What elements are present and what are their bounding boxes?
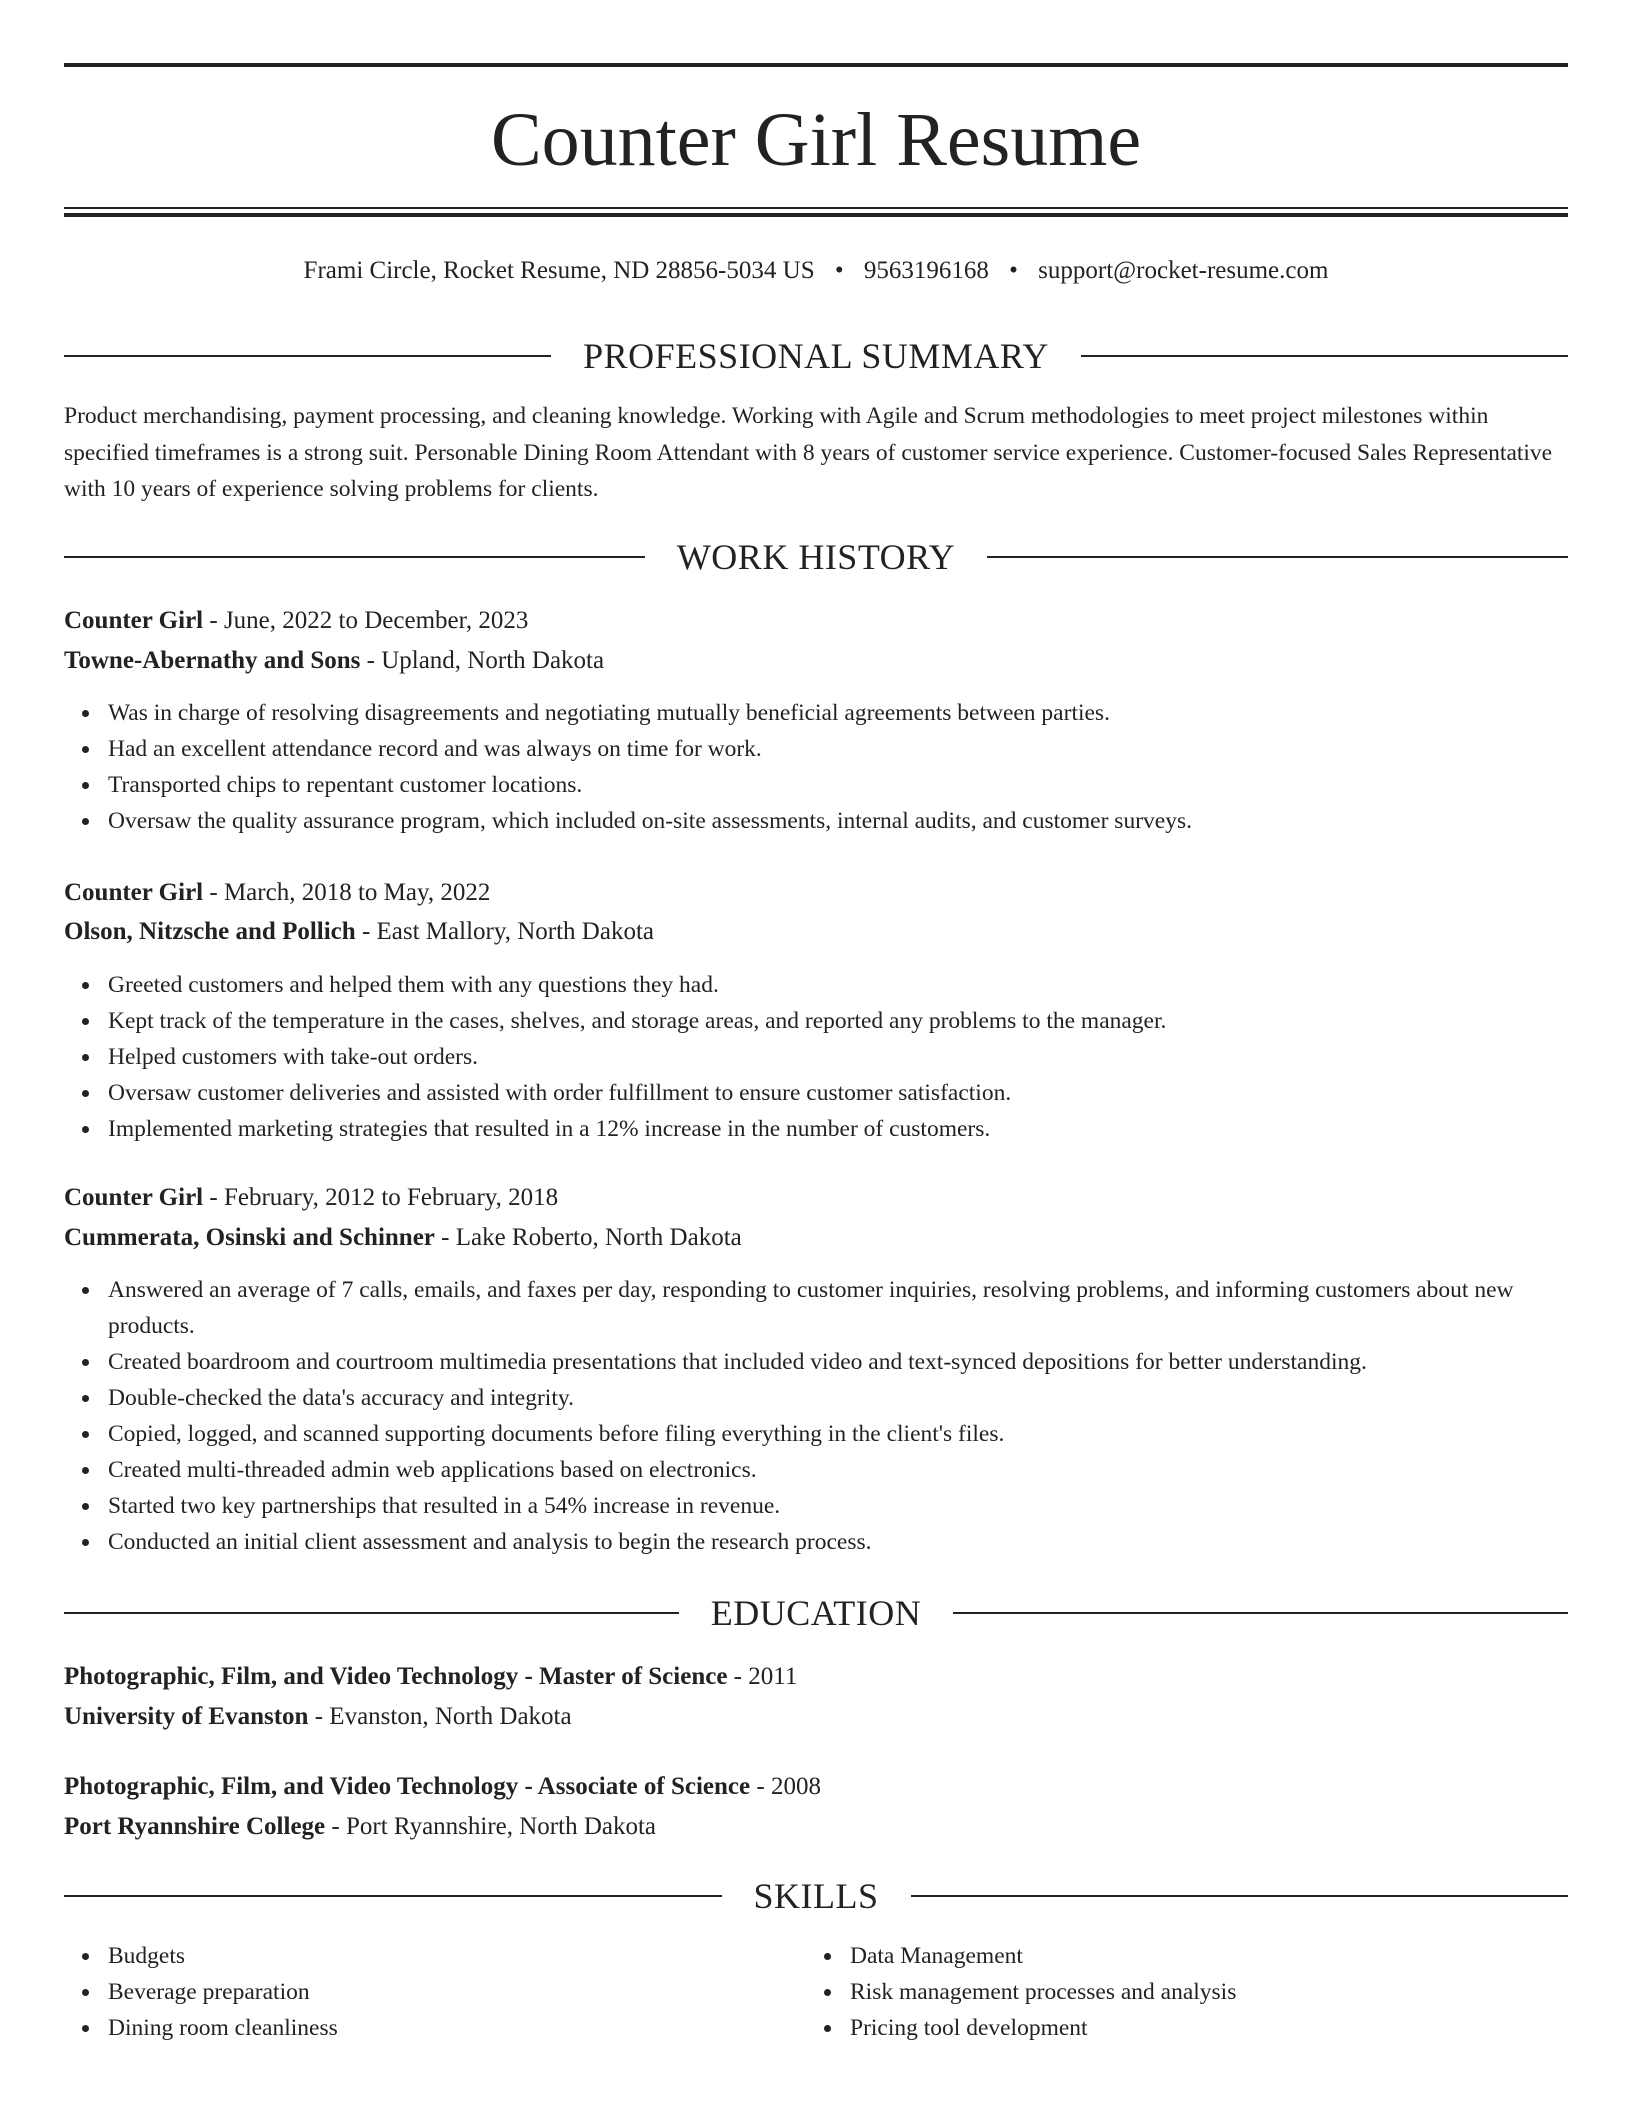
list-item: Was in charge of resolving disagreements and negotiating mutually beneficial agreements between parties. (108, 695, 1568, 731)
job-bullet-list (64, 695, 1568, 839)
job-title: Counter Girl (64, 879, 204, 906)
summary-section-heading (64, 334, 1568, 378)
heading-rule (911, 1895, 1569, 1897)
heading-rule (64, 1895, 722, 1897)
job-company-line (64, 644, 1568, 678)
skill-item: Risk management processes and analysis (850, 1974, 1550, 2010)
contact-line (64, 254, 1568, 288)
work-history-heading-label: WORK HISTORY (676, 537, 956, 577)
skill-item: Data Management (850, 1938, 1550, 1974)
education-year: - 2011 (727, 1663, 798, 1690)
job-company-line (64, 915, 1568, 949)
list-item: Answered an average of 7 calls, emails, and faxes per day, responding to customer inquiries, resolving problems, and informing customers about new products. (108, 1272, 1568, 1344)
job-bullet-list (64, 1272, 1568, 1560)
skills-section-heading (64, 1874, 1568, 1918)
education-degree: Photographic, Film, and Video Technology - Associate of Science (64, 1773, 751, 1800)
list-item: Implemented marketing strategies that resulted in a 12% increase in the number of customers. (108, 1111, 1568, 1147)
work-history-section-heading (64, 535, 1568, 579)
education-degree-line (64, 1660, 1568, 1694)
job-location: - Lake Roberto, North Dakota (434, 1224, 742, 1251)
job-company-line (64, 1221, 1568, 1255)
contact-address: Frami Circle, Rocket Resume, ND 28856-5034 US (303, 257, 815, 284)
list-item: Created multi-threaded admin web applications based on electronics. (108, 1452, 1568, 1488)
job-company: Olson, Nitzsche and Pollich (64, 918, 356, 945)
job-title: Counter Girl (64, 607, 204, 634)
job-location: - East Mallory, North Dakota (355, 918, 654, 945)
list-item: Kept track of the temperature in the cases, shelves, and storage areas, and reported any problems to the manager. (108, 1003, 1568, 1039)
education-degree: Photographic, Film, and Video Technology - Master of Science (64, 1663, 728, 1690)
contact-email: support@rocket-resume.com (1038, 257, 1329, 284)
education-section-heading (64, 1591, 1568, 1635)
job-company: Cummerata, Osinski and Schinner (64, 1224, 435, 1251)
heading-rule (987, 556, 1568, 558)
list-item: Greeted customers and helped them with any questions they had. (108, 967, 1568, 1003)
resume-title: Counter Girl Resume (490, 98, 1142, 182)
skill-item: Dining room cleanliness (108, 2010, 808, 2046)
heading-rule (64, 1612, 679, 1614)
list-item: Oversaw the quality assurance program, which included on-site assessments, internal audits, and customer surveys. (108, 803, 1568, 839)
summary-text: Product merchandising, payment processing, and cleaning knowledge. Working with Agile and Scrum methodologies to meet project milestones within specified timeframes is a strong suit. Personable Dining Room Attendant with 8 years of customer service experience. Customer-focused Sales Representative with 10 years of experience solving problems for clients. (64, 403, 1553, 502)
education-degree-line (64, 1770, 1568, 1804)
job-title-line (64, 1181, 1568, 1215)
top-rule (64, 63, 1568, 67)
list-item: Double-checked the data's accuracy and integrity. (108, 1380, 1568, 1416)
job-location: - Upland, North Dakota (360, 647, 605, 674)
job-title-line (64, 604, 1568, 638)
skill-item: Beverage preparation (108, 1974, 808, 2010)
skills-list-left (64, 1938, 808, 2046)
heading-rule (953, 1612, 1568, 1614)
list-item: Started two key partnerships that resulted in a 54% increase in revenue. (108, 1488, 1568, 1524)
job-dates: - March, 2018 to May, 2022 (203, 879, 491, 906)
skill-item: Budgets (108, 1938, 808, 1974)
education-school: Port Ryannshire College (64, 1813, 326, 1840)
heading-rule (64, 355, 551, 357)
skill-item: Pricing tool development (850, 2010, 1550, 2046)
list-item: Copied, logged, and scanned supporting documents before filing everything in the client's files. (108, 1416, 1568, 1452)
job-bullet-list (64, 967, 1568, 1147)
contact-separator: • (834, 257, 844, 284)
summary-heading-label: PROFESSIONAL SUMMARY (583, 336, 1049, 376)
job-company: Towne-Abernathy and Sons (64, 647, 361, 674)
list-item: Helped customers with take-out orders. (108, 1039, 1568, 1075)
education-location: - Evanston, North Dakota (308, 1703, 572, 1730)
skills-list-right (806, 1938, 1550, 2046)
list-item: Created boardroom and courtroom multimedia presentations that included video and text-synced depositions for better understanding. (108, 1344, 1568, 1380)
job-title-line (64, 876, 1568, 910)
contact-separator: • (1009, 257, 1018, 284)
title-double-rule (64, 207, 1568, 217)
list-item: Transported chips to repentant customer locations. (108, 767, 1568, 803)
education-heading-label: EDUCATION (710, 1593, 922, 1633)
education-year: - 2008 (750, 1773, 821, 1800)
job-title: Counter Girl (64, 1184, 204, 1211)
job-dates: - June, 2022 to December, 2023 (203, 607, 529, 634)
job-dates: - February, 2012 to February, 2018 (203, 1184, 559, 1211)
heading-rule (1081, 355, 1568, 357)
education-school-line (64, 1700, 1568, 1734)
education-school: University of Evanston (64, 1703, 309, 1730)
education-school-line (64, 1810, 1568, 1844)
list-item: Oversaw customer deliveries and assisted with order fulfillment to ensure customer satisfaction. (108, 1075, 1568, 1111)
skills-heading-label: SKILLS (753, 1876, 879, 1916)
contact-phone: 9563196168 (863, 257, 989, 284)
list-item: Had an excellent attendance record and was always on time for work. (108, 731, 1568, 767)
education-location: - Port Ryannshire, North Dakota (325, 1813, 657, 1840)
heading-rule (64, 556, 645, 558)
list-item: Conducted an initial client assessment and analysis to begin the research process. (108, 1524, 1568, 1560)
